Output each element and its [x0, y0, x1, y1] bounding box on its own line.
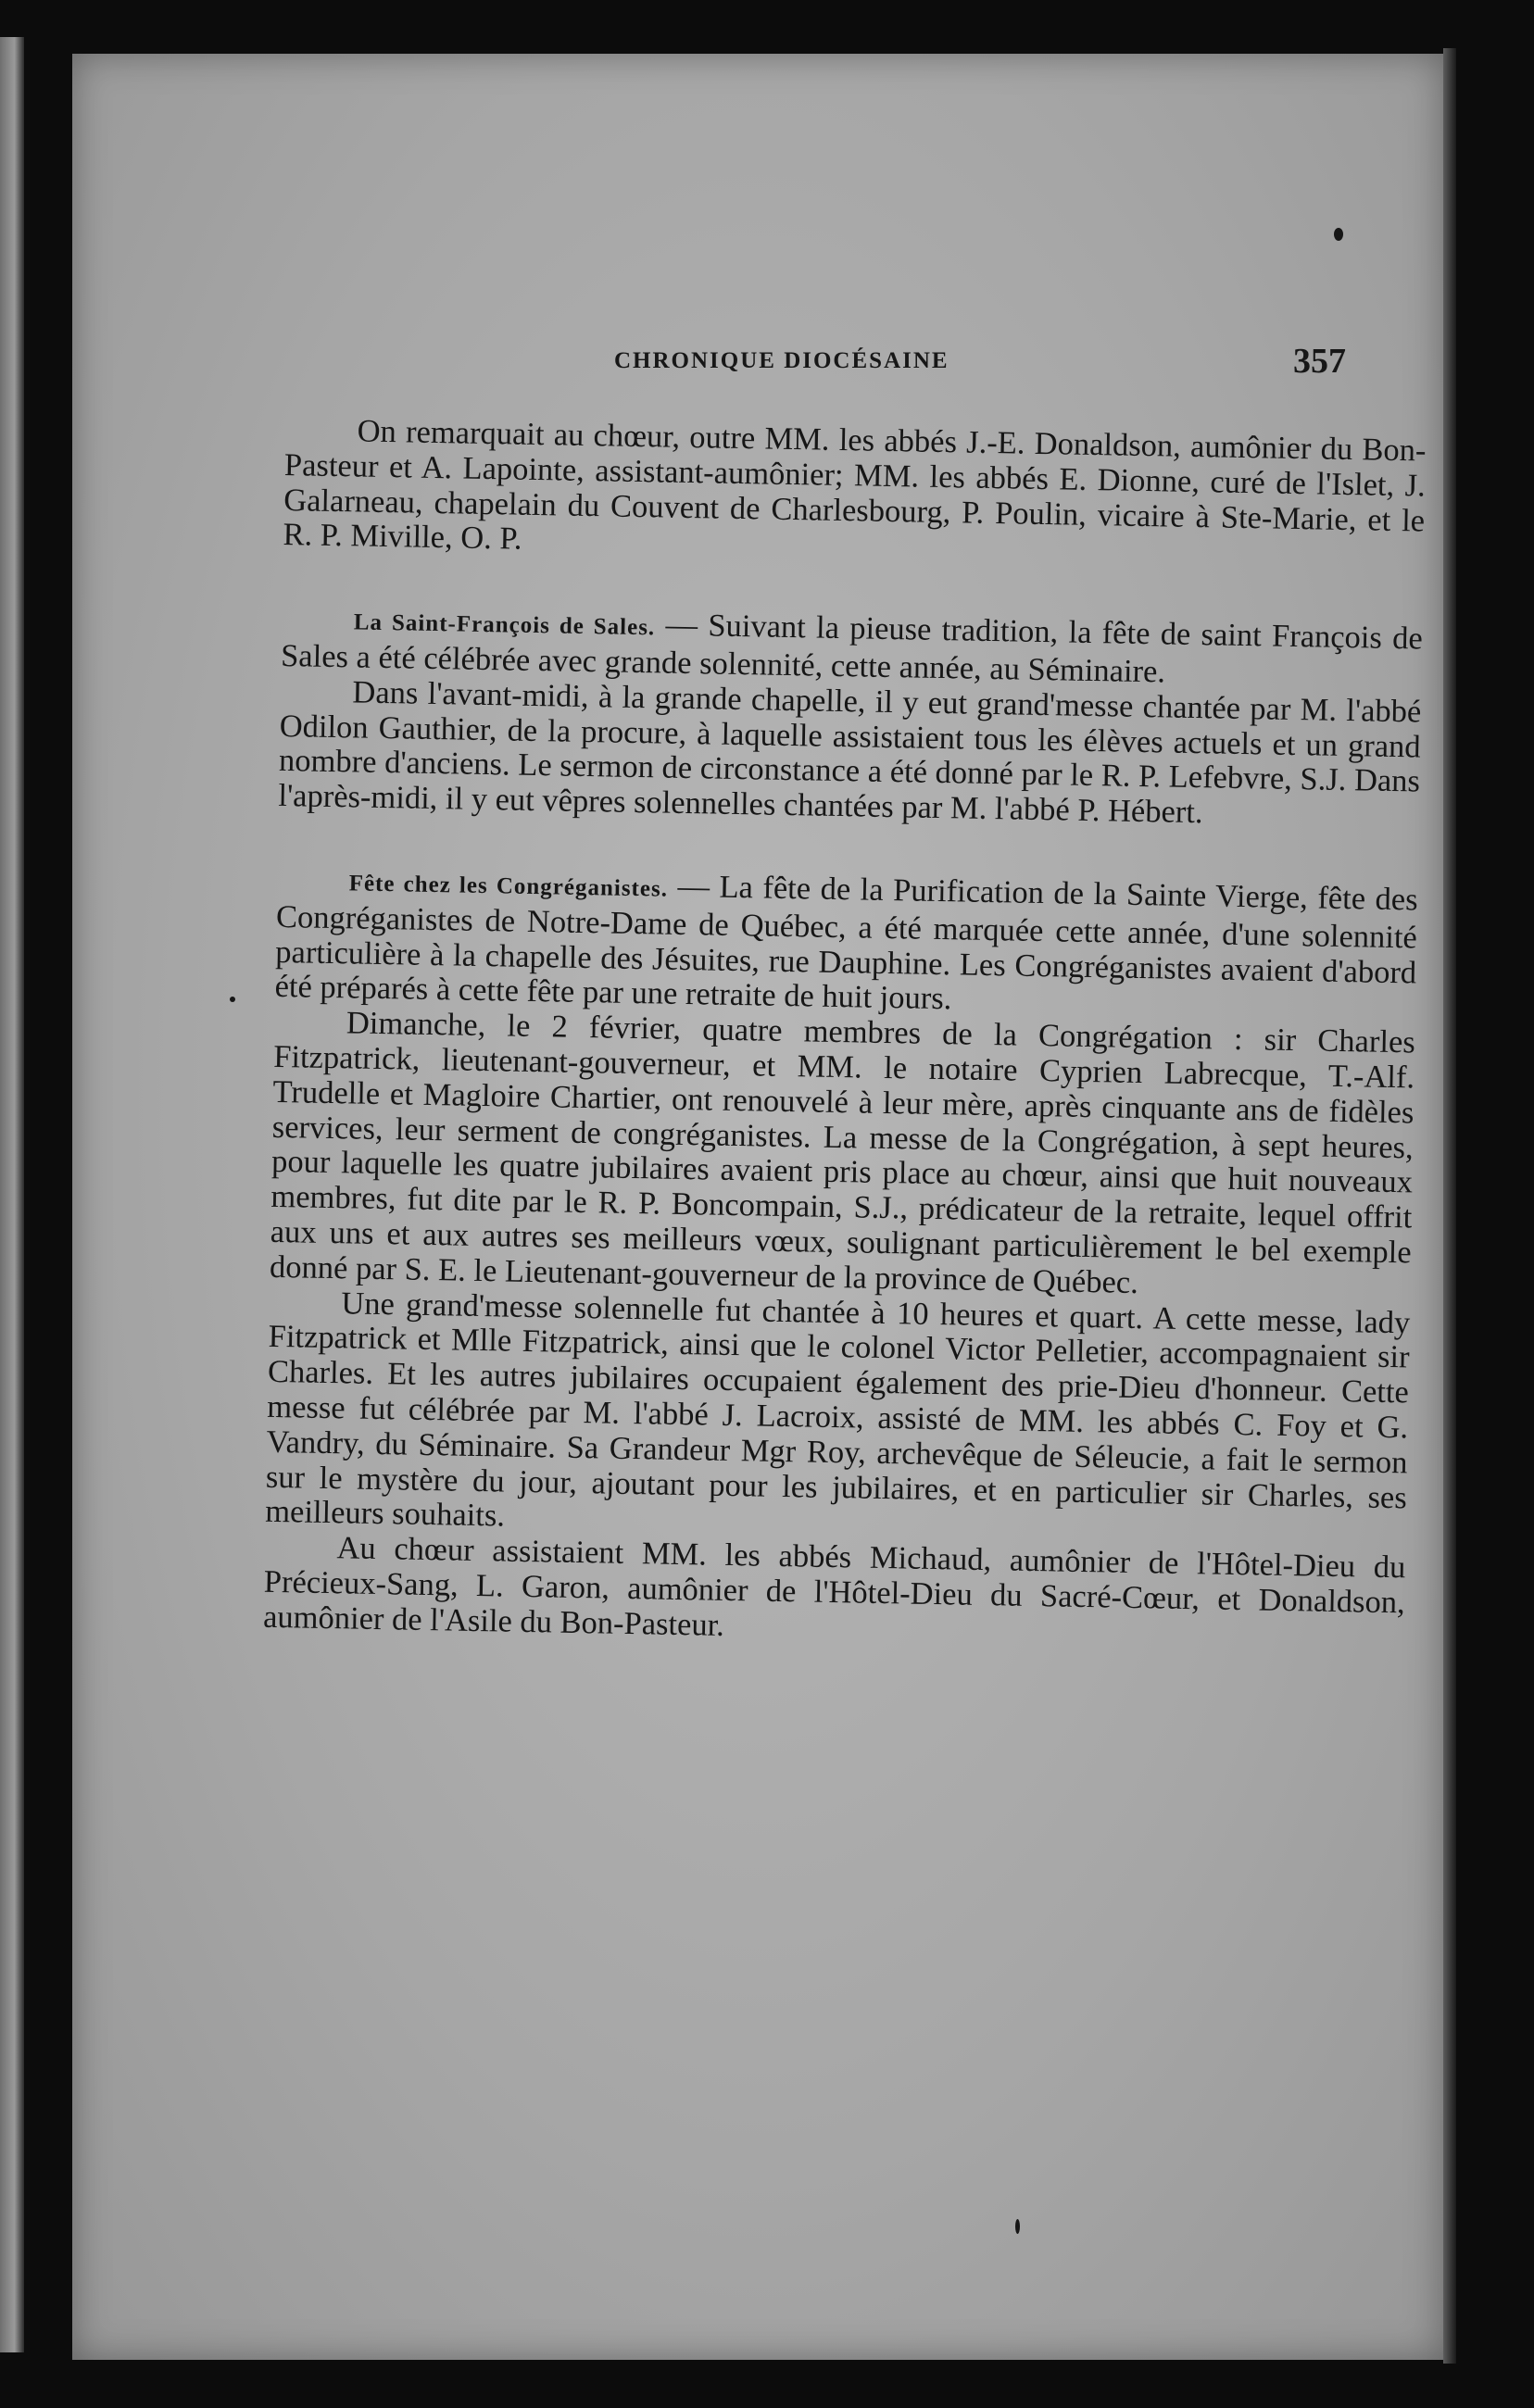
section-first-paragraph	[274, 862, 1418, 1026]
running-title: CHRONIQUE DIOCÉSAINE	[614, 348, 949, 373]
ink-speck	[1334, 228, 1343, 241]
ink-speck	[230, 997, 235, 1002]
opening-paragraph: On remarquait au chœur, outre MM. les abbés J.-E. Donaldson, aumônier du Bon-Pasteur et A. Lapointe, assistant-aumônier; MM. les abbés E. Dionne, curé de l'Islet, J. Galarneau, chapelain du Couvent de Charlesbourg, P. Poulin, vicaire à Ste-Marie, et le R. P. Miville, O. P.	[283, 413, 1427, 558]
body-text	[263, 413, 1427, 1656]
page-number: 357	[1293, 342, 1346, 381]
section-lead-text: — La fête de la Purification de la Sainte Vierge, fête des Congréganistes de Notre-Dame de Québec, a été marquée cette année, d'une solennité particulière à la chapelle des Jésuites, rue Dauphine. Les Congréganistes avaient d'abord été préparés à cette fête par une retraite de huit jours.	[274, 868, 1418, 1017]
book-page	[72, 54, 1443, 2360]
paragraph: Dans l'avant-midi, à la grande chapelle, il y eut grand'messe chantée par M. l'abbé Odilon Gauthier, de la procure, à laquelle assistaient tous les élèves actuels et un grand nombre d'anciens. Le sermon de circonstance a été donné par le R. P. Lefebvre, S.J. Dans l'après-midi, il y eut vêpres solennelles chantées par M. l'abbé P. Hébert.	[278, 674, 1422, 831]
facing-page-edge	[0, 37, 24, 2352]
section-fete-congreganistes	[263, 862, 1418, 1656]
running-head	[72, 341, 1443, 396]
ink-speck	[1015, 2219, 1020, 2234]
section-saint-francois-de-sales	[278, 601, 1423, 834]
paragraph: Dimanche, le 2 février, quatre membres de la Congrégation : sir Charles Fitzpatrick, lieutenant-gouverneur, et MM. le notaire Cyprien Labrecque, T.-Alf. Trudelle et Magloire Chartier, ont renouvelé à leur mère, après cinquante ans de fidèles services, leur serment de congréganistes. La messe de la Congrégation, à sept heures, pour laquelle les quatre jubilaires avaient pris place au chœur, ainsi que huit nouveaux membres, fut dite par le R. P. Boncompain, S.J., prédicateur de la retraite, lequel offrit aux uns et aux autres ses meilleurs vœux, soulignant particulièrement le bel exemple donné par S. E. le Lieutenant-gouverneur de la province de Québec.	[269, 1005, 1416, 1300]
paragraph: Une grand'messe solennelle fut chantée à 10 heures et quart. A cette messe, lady Fitzpatrick et Mlle Fitzpatrick, ainsi que le colonel Victor Pelletier, accompagnaient sir Charles. Et les autres jubilaires occupaient également des prie-Dieu d'honneur. Cette messe fut célébrée par M. l'abbé J. Lacroix, assisté de MM. les abbés C. Foy et G. Vandry, du Séminaire. Sa Grandeur Mgr Roy, archevêque de Séleucie, a fait le sermon sur le mystère du jour, ajoutant pour les jubilaires, et en particulier sir Charles, ses meilleurs souhaits.	[264, 1285, 1411, 1534]
section-heading: La Saint-François de Sales.	[353, 609, 656, 641]
page-edge-shadow	[1443, 48, 1456, 2364]
section-heading: Fête chez les Congréganistes.	[348, 871, 669, 902]
section-lead-text: — Suivant la pieuse tradition, la fête de saint François de Sales a été célébrée avec grande solennité, cette année, au Séminaire.	[280, 607, 1424, 690]
paragraph: Au chœur assistaient MM. les abbés Michaud, aumônier de l'Hôtel-Dieu du Précieux-Sang, L. Garon, aumônier de l'Hôtel-Dieu du Sacré-Cœur, et Donaldson, aumônier de l'Asile du Bon-Pasteur.	[262, 1530, 1406, 1643]
